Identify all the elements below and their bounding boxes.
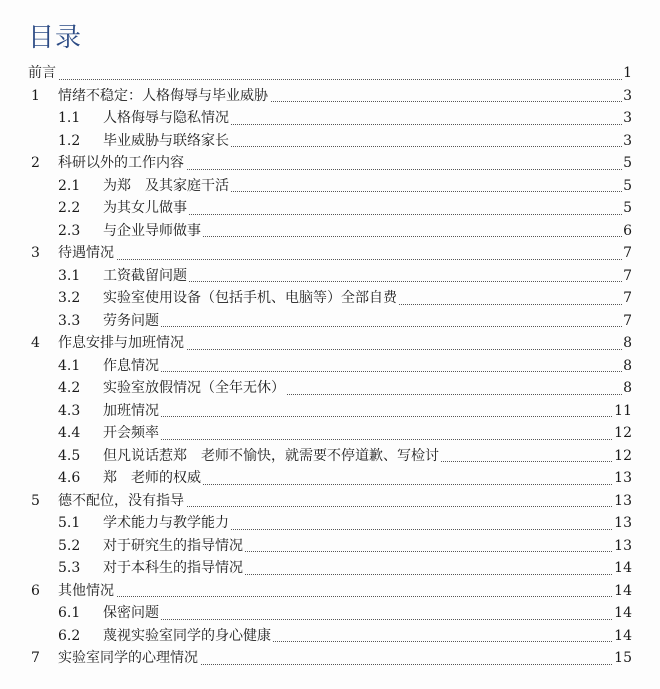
toc-entry-number: 4.3 — [58, 402, 81, 419]
toc-entry-page-number: 3 — [622, 107, 632, 130]
toc-entry-page-number: 13 — [613, 467, 632, 490]
toc-entry-label: 毕业威胁与联络家长 — [103, 130, 231, 153]
toc-entry-page-number: 7 — [622, 287, 632, 310]
toc-entry-label: 但凡说话惹郑 老师不愉快，就需要不停道歉、写检讨 — [103, 445, 441, 468]
toc-entry-number: 3 — [31, 245, 40, 261]
toc-entry-label: 作息安排与加班情况 — [58, 332, 186, 355]
toc-entry-label: 实验室放假情况（全年无休） — [103, 377, 287, 400]
toc-entry-number: 4.1 — [58, 357, 81, 374]
toc-entry-label: 与企业导师做事 — [103, 220, 203, 243]
toc-entry-label: 为郑 及其家庭干活 — [103, 175, 231, 198]
toc-entry-page-number: 6 — [622, 220, 632, 243]
toc-entry-page-number: 1 — [622, 62, 632, 85]
toc-entry-page-number: 3 — [622, 85, 632, 108]
toc-entry-number: 5.2 — [58, 537, 81, 554]
toc-leader-dots — [103, 416, 624, 440]
toc-entry-number: 2.1 — [58, 177, 81, 194]
toc-entry-number: 5.3 — [58, 560, 81, 576]
toc-entry-page-number: 14 — [613, 580, 632, 603]
toc-leader-dots — [58, 236, 624, 260]
toc-entry-label: 实验室使用设备（包括手机、电脑等）全部自费 — [103, 287, 399, 310]
toc-entry-label: 对于研究生的指导情况 — [103, 535, 245, 558]
toc-leader-dots — [103, 394, 624, 418]
toc-entry-label: 工资截留问题 — [103, 265, 189, 288]
toc-entry[interactable] — [0, 647, 660, 670]
toc-entry-page-number: 11 — [613, 400, 632, 423]
toc-entry-label: 科研以外的工作内容 — [58, 152, 186, 175]
toc-entry-number: 4.2 — [58, 380, 81, 396]
toc-entry-number: 2 — [31, 155, 40, 171]
toc-entry-number: 4 — [31, 335, 40, 351]
toc-entry-label: 学术能力与教学能力 — [103, 512, 231, 535]
toc-entry-label: 前言 — [28, 62, 58, 85]
toc-entry-label: 待遇情况 — [58, 242, 116, 265]
toc-entry-label: 作息情况 — [103, 355, 161, 378]
toc-entry-page-number: 8 — [622, 355, 632, 378]
toc-entry-page-number: 8 — [622, 377, 632, 400]
toc-entry-number: 2.2 — [58, 200, 81, 216]
toc-entry-number: 3.2 — [58, 290, 81, 306]
toc-leader-dots — [28, 56, 624, 80]
toc-entry-number: 6.1 — [58, 605, 81, 621]
toc-entry-page-number: 3 — [622, 130, 632, 153]
toc-entry-page-number: 8 — [622, 332, 632, 355]
toc-entry-label: 实验室同学的心理情况 — [58, 647, 200, 670]
toc-entry-page-number: 5 — [622, 197, 632, 220]
toc-entry-page-number: 5 — [622, 175, 632, 198]
toc-entry-number: 7 — [31, 650, 40, 666]
toc-entry-label: 保密问题 — [103, 602, 161, 625]
toc-entry-label: 对于本科生的指导情况 — [103, 557, 245, 580]
toc-entry-page-number: 5 — [622, 152, 632, 175]
toc-entry-label: 情绪不稳定：人格侮辱与毕业威胁 — [58, 85, 270, 108]
toc-entry-number: 6.2 — [58, 627, 81, 644]
toc-entry-page-number: 13 — [613, 512, 632, 535]
toc-entry-page-number: 12 — [613, 445, 632, 468]
toc-entry-page-number: 12 — [613, 422, 632, 445]
toc-entry-page-number: 15 — [613, 647, 632, 670]
toc-entry-number: 3.3 — [58, 312, 81, 329]
toc-entry-label: 德不配位，没有指导 — [58, 490, 186, 513]
toc-entry-number: 1 — [31, 87, 40, 104]
toc-entry-label: 加班情况 — [103, 400, 161, 423]
toc-entry-page-number: 14 — [613, 602, 632, 625]
toc-leader-dots — [103, 304, 624, 328]
toc-entry-label: 郑 老师的权威 — [103, 467, 203, 490]
toc-entry-page-number: 7 — [622, 265, 632, 288]
toc-entry-number: 4.5 — [58, 447, 81, 464]
toc-entry-number: 4.6 — [58, 470, 81, 486]
toc-entry-label: 蔑视实验室同学的身心健康 — [103, 625, 273, 648]
toc-entry-label: 为其女儿做事 — [103, 197, 189, 220]
toc-title: 目录 — [28, 23, 83, 53]
toc-entry-label: 开会频率 — [103, 422, 161, 445]
toc-entry-number: 3.1 — [58, 267, 81, 284]
toc-entry-number: 5.1 — [58, 515, 81, 531]
toc-entry-number: 4.4 — [58, 425, 81, 441]
toc-entry-number: 5 — [31, 492, 40, 509]
toc-entry-page-number: 14 — [613, 625, 632, 648]
toc-entry-page-number: 13 — [613, 490, 632, 513]
toc-entry-number: 1.1 — [58, 110, 81, 126]
toc-entry-label: 其他情况 — [58, 580, 116, 603]
toc-entry-label: 人格侮辱与隐私情况 — [103, 107, 231, 130]
toc-leader-dots — [58, 574, 624, 598]
toc-entry-page-number: 14 — [613, 557, 632, 580]
toc-entry-label: 劳务问题 — [103, 310, 161, 333]
toc-entry-page-number: 7 — [622, 310, 632, 333]
toc-leader-dots — [103, 596, 624, 620]
toc-entry-page-number: 7 — [622, 242, 632, 265]
toc-leader-dots — [103, 349, 624, 373]
toc-entry-page-number: 13 — [613, 535, 632, 558]
toc-entry-number: 6 — [31, 582, 40, 599]
toc-entry-number: 2.3 — [58, 222, 81, 239]
toc-entry-number: 1.2 — [58, 132, 81, 149]
